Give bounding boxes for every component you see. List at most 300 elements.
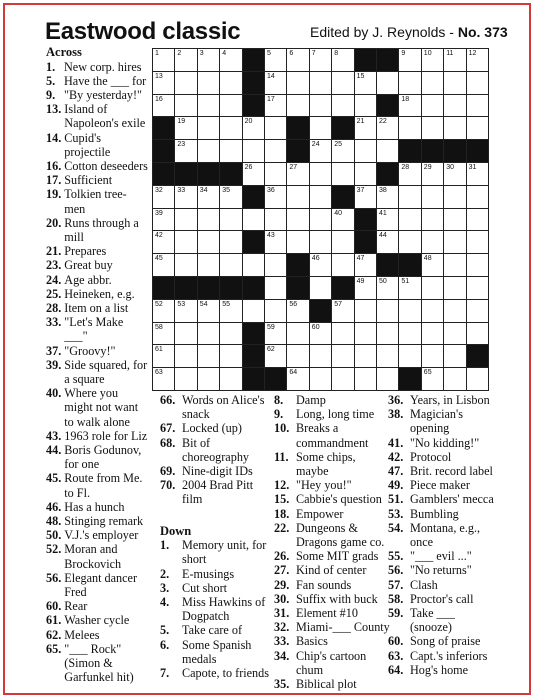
clue-item [274, 620, 390, 634]
grid-cell[interactable] [443, 94, 466, 118]
grid-cell[interactable] [421, 299, 444, 323]
grid-cell[interactable] [309, 367, 332, 391]
grid-cell[interactable] [197, 48, 220, 72]
block-cell [264, 367, 287, 391]
grid-cell[interactable] [264, 48, 287, 72]
down-clue-list-continued-2 [388, 393, 516, 677]
grid-cell[interactable] [354, 253, 377, 277]
clue-number: 39. [46, 357, 65, 372]
grid-cell[interactable] [286, 185, 309, 209]
grid-cell[interactable] [421, 230, 444, 254]
grid-cell[interactable] [152, 344, 175, 368]
cell-number: 33 [177, 186, 186, 194]
clue-number: 66. [160, 393, 179, 407]
grid-cell[interactable] [376, 276, 399, 300]
grid-cell[interactable] [152, 208, 175, 232]
clue-item [46, 301, 158, 315]
grid-cell[interactable] [286, 367, 309, 391]
clue-item [160, 581, 270, 595]
grid-cell[interactable] [398, 322, 421, 346]
clue-number: 11. [274, 449, 292, 464]
clue-item [46, 273, 158, 287]
clue-item [388, 649, 516, 663]
clue-text: Biblical plot [296, 677, 357, 692]
grid-cell[interactable] [354, 116, 377, 140]
grid-cell[interactable] [152, 94, 175, 118]
clue-number: 22. [274, 520, 293, 535]
grid-cell[interactable] [354, 162, 377, 186]
grid-cell[interactable] [152, 299, 175, 323]
grid-cell[interactable] [219, 139, 242, 163]
clue-text: Take ___ (snooze) [410, 606, 455, 635]
clue-item [46, 187, 158, 215]
grid-cell[interactable] [376, 322, 399, 346]
grid-cell[interactable] [421, 185, 444, 209]
grid-cell[interactable] [152, 71, 175, 95]
grid-cell[interactable] [309, 185, 332, 209]
clue-text: Has a hunch [64, 499, 125, 514]
clue-item [160, 436, 270, 464]
grid-cell[interactable] [174, 185, 197, 209]
block-cell [286, 276, 309, 300]
clue-text: "By yesterday!" [64, 87, 142, 102]
cell-number: 20 [244, 118, 253, 126]
puzzle-title: Eastwood classic [45, 18, 241, 45]
grid-cell[interactable] [286, 230, 309, 254]
grid-cell[interactable] [197, 71, 220, 95]
grid-cell[interactable] [376, 208, 399, 232]
cell-number: 46 [311, 255, 320, 263]
clue-item [388, 592, 516, 606]
cell-number: 26 [244, 164, 253, 171]
grid-cell[interactable] [398, 185, 421, 209]
clue-item [274, 421, 390, 449]
block-cell [197, 276, 220, 300]
grid-cell[interactable] [443, 116, 466, 140]
clue-text: Capt.'s inferiors [410, 648, 488, 663]
block-cell [242, 71, 265, 95]
grid-cell[interactable] [286, 94, 309, 118]
cell-number: 39 [155, 209, 163, 217]
grid-cell[interactable] [421, 116, 444, 140]
grid-cell[interactable] [398, 276, 421, 300]
grid-cell[interactable] [421, 367, 444, 391]
grid-cell[interactable] [398, 230, 421, 254]
clue-text: Protocol [410, 449, 452, 464]
down-heading: Down [160, 523, 192, 538]
cell-number: 3 [199, 50, 204, 57]
clue-text: "Let's Make ___" [64, 315, 124, 344]
grid-cell[interactable] [466, 162, 489, 186]
clue-text: Route from Me. to Fl. [64, 471, 143, 500]
grid-cell[interactable] [421, 71, 444, 95]
cell-number: 52 [155, 300, 163, 308]
grid-cell[interactable] [264, 139, 287, 163]
grid-cell[interactable] [174, 71, 197, 95]
grid-cell[interactable] [466, 299, 489, 323]
grid-cell[interactable] [219, 230, 242, 254]
grid-cell[interactable] [309, 94, 332, 118]
grid-cell[interactable] [421, 253, 444, 277]
grid-cell[interactable] [443, 162, 466, 186]
cell-number: 42 [155, 232, 163, 240]
grid-cell[interactable] [443, 253, 466, 277]
grid-cell[interactable] [443, 230, 466, 254]
grid-cell[interactable] [242, 253, 265, 277]
grid-cell[interactable] [197, 299, 220, 323]
grid-cell[interactable] [331, 367, 354, 391]
grid-cell[interactable] [219, 367, 242, 391]
clue-item [46, 613, 158, 627]
grid-cell[interactable] [309, 230, 332, 254]
grid-cell[interactable] [242, 116, 265, 140]
clue-text: Chip's cartoon chum [296, 648, 367, 677]
grid-cell[interactable] [331, 322, 354, 346]
cell-number: 18 [401, 95, 410, 103]
grid-cell[interactable] [466, 185, 489, 209]
grid-cell[interactable] [331, 253, 354, 277]
grid-cell[interactable] [286, 71, 309, 95]
grid-cell[interactable] [354, 139, 377, 163]
cell-number: 60 [311, 323, 320, 331]
clue-number: 10. [274, 421, 293, 436]
clue-text: "Groovy!" [64, 343, 116, 358]
grid-cell[interactable] [264, 344, 287, 368]
grid-cell[interactable] [309, 48, 332, 72]
block-cell [331, 276, 354, 300]
grid-cell[interactable] [174, 253, 197, 277]
grid-cell[interactable] [443, 344, 466, 368]
grid-cell[interactable] [264, 71, 287, 95]
grid-cell[interactable] [466, 253, 489, 277]
clues-column-4 [388, 393, 516, 677]
clue-item [46, 102, 158, 130]
clue-number: 61. [46, 613, 65, 628]
clue-item [46, 500, 158, 514]
grid-cell[interactable] [264, 276, 287, 300]
grid-cell[interactable] [443, 208, 466, 232]
clue-number: 35. [274, 677, 293, 692]
grid-cell[interactable] [219, 344, 242, 368]
grid-cell[interactable] [354, 185, 377, 209]
grid-cell[interactable] [466, 116, 489, 140]
clue-number: 6. [160, 637, 173, 652]
grid-cell[interactable] [242, 299, 265, 323]
grid-cell[interactable] [376, 367, 399, 391]
grid-cell[interactable] [286, 322, 309, 346]
clue-number: 33. [46, 315, 65, 330]
grid-cell[interactable] [331, 71, 354, 95]
cell-number: 54 [199, 300, 208, 308]
grid-cell[interactable] [174, 344, 197, 368]
grid-cell[interactable] [174, 208, 197, 232]
grid-cell[interactable] [331, 230, 354, 254]
grid-cell[interactable] [443, 48, 466, 72]
down-clue-list-continued [274, 393, 390, 691]
grid-cell[interactable] [466, 230, 489, 254]
grid-cell[interactable] [421, 208, 444, 232]
clue-item [46, 514, 158, 528]
block-cell [398, 253, 421, 277]
grid-cell[interactable] [264, 208, 287, 232]
grid-cell[interactable] [242, 139, 265, 163]
grid-cell[interactable] [376, 230, 399, 254]
grid-cell[interactable] [376, 139, 399, 163]
clue-item [46, 443, 158, 471]
clue-item [388, 563, 516, 577]
grid-cell[interactable] [466, 48, 489, 72]
grid-cell[interactable] [331, 208, 354, 232]
cell-number: 17 [267, 95, 275, 103]
grid-cell[interactable] [219, 299, 242, 323]
grid-cell[interactable] [309, 116, 332, 140]
grid-cell[interactable] [242, 162, 265, 186]
clue-item [388, 436, 516, 450]
clue-text: Hog's home [410, 662, 469, 677]
grid-cell[interactable] [219, 94, 242, 118]
grid-cell[interactable] [466, 322, 489, 346]
grid-cell[interactable] [197, 230, 220, 254]
clue-text: Cotton deseeders [64, 158, 148, 173]
grid-cell[interactable] [398, 94, 421, 118]
grid-cell[interactable] [354, 94, 377, 118]
grid-cell[interactable] [219, 71, 242, 95]
grid-cell[interactable] [331, 139, 354, 163]
clue-text: Memory unit, for short [182, 538, 267, 567]
grid-cell[interactable] [309, 162, 332, 186]
grid-cell[interactable] [174, 299, 197, 323]
grid-cell[interactable] [398, 71, 421, 95]
grid-cell[interactable] [331, 344, 354, 368]
clue-text: Years, in Lisbon [410, 393, 490, 407]
grid-cell[interactable] [264, 230, 287, 254]
clue-item [274, 393, 390, 407]
grid-cell[interactable] [152, 48, 175, 72]
grid-cell[interactable] [421, 344, 444, 368]
clue-item [46, 471, 158, 499]
grid-cell[interactable] [466, 208, 489, 232]
grid-cell[interactable] [286, 162, 309, 186]
grid-cell[interactable] [152, 367, 175, 391]
grid-cell[interactable] [466, 276, 489, 300]
clue-text: Item on a list [64, 300, 129, 315]
grid-cell[interactable] [174, 230, 197, 254]
grid-cell[interactable] [376, 116, 399, 140]
grid-cell[interactable] [309, 208, 332, 232]
grid-cell[interactable] [174, 322, 197, 346]
clue-number: 29. [274, 577, 293, 592]
block-cell [219, 276, 242, 300]
clue-number: 64. [388, 662, 407, 677]
grid-cell[interactable] [197, 185, 220, 209]
grid-cell[interactable] [376, 71, 399, 95]
clue-item [160, 393, 270, 421]
grid-cell[interactable] [443, 276, 466, 300]
grid-cell[interactable] [197, 253, 220, 277]
grid-cell[interactable] [197, 322, 220, 346]
clue-text: Island of Napoleon's exile [64, 102, 146, 131]
grid-cell[interactable] [264, 185, 287, 209]
grid-cell[interactable] [466, 367, 489, 391]
grid-cell[interactable] [398, 299, 421, 323]
clue-item [160, 666, 270, 680]
grid-cell[interactable] [264, 322, 287, 346]
grid-cell[interactable] [286, 344, 309, 368]
grid-cell[interactable] [466, 71, 489, 95]
clue-item [274, 592, 390, 606]
cell-number: 35 [222, 186, 230, 194]
block-cell [331, 185, 354, 209]
grid-cell[interactable] [309, 322, 332, 346]
grid-cell[interactable] [174, 116, 197, 140]
grid-cell[interactable] [331, 162, 354, 186]
grid-cell[interactable] [219, 208, 242, 232]
clue-number: 34. [274, 648, 293, 663]
grid-cell[interactable] [286, 208, 309, 232]
grid-cell[interactable] [376, 299, 399, 323]
grid-cell[interactable] [376, 185, 399, 209]
block-cell [376, 94, 399, 118]
clue-item [160, 623, 270, 637]
cell-number: 21 [356, 118, 365, 126]
grid-cell[interactable] [264, 116, 287, 140]
grid-cell[interactable] [421, 322, 444, 346]
clue-number: 67. [160, 421, 179, 436]
clue-number: 23. [46, 258, 65, 273]
block-cell [286, 253, 309, 277]
clue-text: 2004 Brad Pitt film [182, 478, 254, 507]
block-cell [354, 208, 377, 232]
grid-cell[interactable] [152, 230, 175, 254]
grid-cell[interactable] [219, 116, 242, 140]
cell-number: 49 [356, 278, 365, 285]
clue-text: Long, long time [296, 407, 375, 422]
cell-number: 44 [379, 232, 387, 240]
clue-number: 17. [46, 173, 65, 188]
clue-item [388, 634, 516, 648]
clue-number: 36. [388, 393, 407, 407]
grid-cell[interactable] [152, 322, 175, 346]
grid-cell[interactable] [152, 185, 175, 209]
grid-cell[interactable] [331, 299, 354, 323]
grid-cell[interactable] [421, 276, 444, 300]
grid-cell[interactable] [354, 322, 377, 346]
grid-cell[interactable] [197, 116, 220, 140]
block-cell [309, 299, 332, 323]
grid-cell[interactable] [197, 344, 220, 368]
grid-cell[interactable] [174, 94, 197, 118]
grid-cell[interactable] [398, 162, 421, 186]
clue-text: Washer cycle [64, 613, 130, 628]
grid-cell[interactable] [354, 71, 377, 95]
clue-number: 49. [388, 478, 407, 493]
clue-number: 60. [46, 599, 65, 614]
grid-cell[interactable] [443, 71, 466, 95]
grid-cell[interactable] [197, 367, 220, 391]
clue-number: 5. [46, 73, 59, 88]
grid-cell[interactable] [354, 276, 377, 300]
clue-text: Melees [64, 627, 100, 642]
grid-cell[interactable] [421, 48, 444, 72]
grid-cell[interactable] [309, 253, 332, 277]
clue-text: Dungeons & Dragons game co. [296, 520, 385, 550]
grid-cell[interactable] [398, 48, 421, 72]
grid-cell[interactable] [309, 276, 332, 300]
grid-cell[interactable] [197, 139, 220, 163]
grid-cell[interactable] [219, 322, 242, 346]
grid-cell[interactable] [376, 344, 399, 368]
clue-number: 58. [388, 591, 407, 606]
clue-number: 27. [274, 563, 293, 578]
clues-column-2 [160, 393, 270, 680]
grid-cell[interactable] [421, 162, 444, 186]
grid-cell[interactable] [331, 94, 354, 118]
grid-cell[interactable] [398, 208, 421, 232]
clue-item [46, 599, 158, 613]
grid-cell[interactable] [309, 139, 332, 163]
grid-cell[interactable] [443, 367, 466, 391]
grid-cell[interactable] [466, 94, 489, 118]
grid-cell[interactable] [174, 48, 197, 72]
grid-cell[interactable] [219, 48, 242, 72]
clue-item [274, 549, 390, 563]
grid-cell[interactable] [264, 94, 287, 118]
grid-cell[interactable] [264, 162, 287, 186]
clue-text: Fan sounds [296, 577, 352, 592]
clues-column-3 [274, 393, 390, 691]
clue-item [160, 538, 270, 566]
grid-cell[interactable] [152, 253, 175, 277]
block-cell [331, 116, 354, 140]
grid-cell[interactable] [398, 344, 421, 368]
grid-cell[interactable] [331, 48, 354, 72]
editor-credit: Edited by J. Reynolds - [310, 24, 458, 40]
grid-cell[interactable] [309, 344, 332, 368]
grid-cell[interactable] [443, 185, 466, 209]
clue-number: 60. [388, 634, 407, 649]
cell-number: 12 [468, 50, 477, 57]
grid-cell[interactable] [354, 367, 377, 391]
grid-cell[interactable] [174, 139, 197, 163]
block-cell [354, 48, 377, 72]
grid-cell[interactable] [197, 208, 220, 232]
clue-number: 2. [160, 566, 173, 581]
clue-item [274, 492, 390, 506]
block-cell [242, 344, 265, 368]
crossword-grid[interactable] [152, 48, 488, 390]
grid-cell[interactable] [286, 299, 309, 323]
grid-cell[interactable] [443, 322, 466, 346]
grid-cell[interactable] [443, 299, 466, 323]
clue-text: "Hey you!" [296, 478, 352, 493]
grid-cell[interactable] [286, 48, 309, 72]
grid-cell[interactable] [354, 299, 377, 323]
grid-cell[interactable] [354, 344, 377, 368]
clue-item [46, 74, 158, 88]
grid-cell[interactable] [242, 208, 265, 232]
grid-cell[interactable] [398, 116, 421, 140]
grid-cell[interactable] [309, 71, 332, 95]
grid-cell[interactable] [421, 94, 444, 118]
grid-cell[interactable] [219, 253, 242, 277]
grid-cell[interactable] [197, 94, 220, 118]
block-cell [354, 230, 377, 254]
grid-cell[interactable] [174, 367, 197, 391]
grid-cell[interactable] [264, 253, 287, 277]
grid-cell[interactable] [264, 299, 287, 323]
grid-cell[interactable] [219, 185, 242, 209]
clue-text: "No returns" [410, 563, 472, 578]
